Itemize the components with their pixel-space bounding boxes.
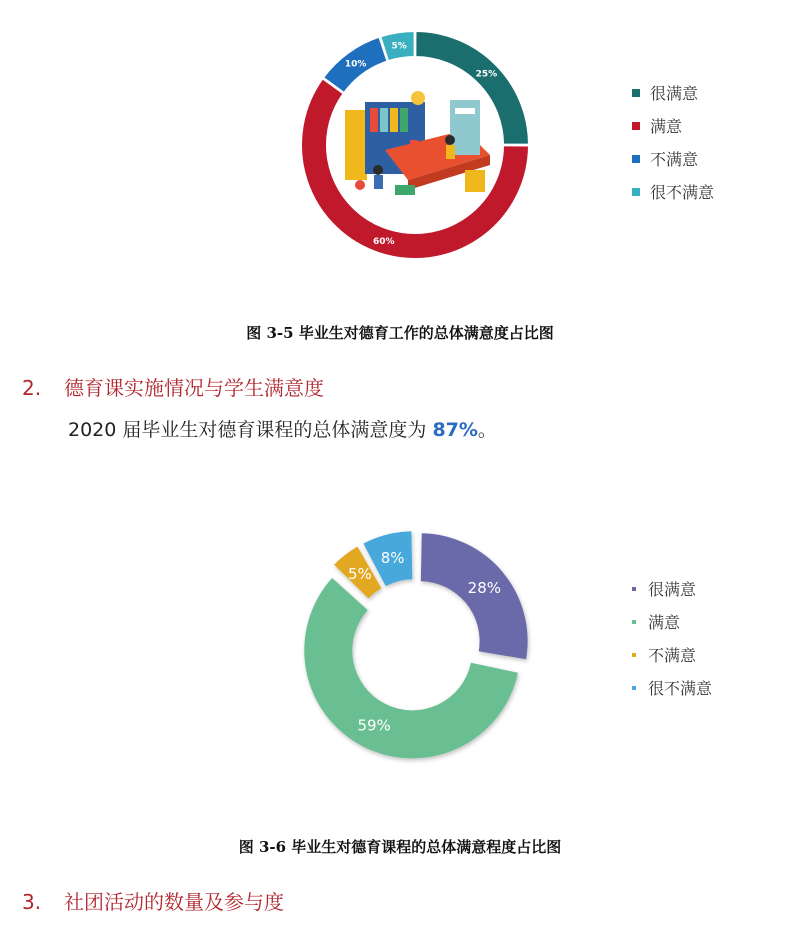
data-label: 5% xyxy=(391,41,407,52)
legend-label: 很不满意 xyxy=(650,183,715,202)
illustration-book xyxy=(390,108,398,132)
legend-chart-2 xyxy=(632,572,712,704)
illustration-book xyxy=(380,108,388,132)
data-label: 8% xyxy=(380,549,405,568)
section-heading-3 xyxy=(22,886,284,915)
illustration-book-stripe xyxy=(455,108,475,114)
illustration-lightbulb xyxy=(411,91,425,105)
paragraph-text: 2020 届毕业生对德育课程的总体满意度为 xyxy=(68,419,433,441)
illustration-book xyxy=(345,110,367,180)
legend-label: 满意 xyxy=(648,613,681,632)
legend-item xyxy=(632,175,714,208)
figure-caption-3-6: 图 3-6 毕业生对德育课程的总体满意程度占比图 xyxy=(238,838,562,856)
legend-label: 很满意 xyxy=(648,580,697,599)
satisfaction-paragraph xyxy=(68,415,497,442)
section-title: 社团活动的数量及参与度 xyxy=(64,890,284,914)
data-label: 10% xyxy=(344,59,367,70)
illustration-book xyxy=(370,108,378,132)
illustration-book xyxy=(395,185,415,195)
legend-label: 不满意 xyxy=(648,646,697,665)
illustration-person-body xyxy=(446,145,455,159)
data-label: 25% xyxy=(475,69,498,80)
legend-item xyxy=(632,605,712,638)
legend-label: 很不满意 xyxy=(648,679,713,698)
illustration-apple xyxy=(355,180,365,190)
legend-label: 不满意 xyxy=(650,150,699,169)
legend-label: 满意 xyxy=(650,117,683,136)
paragraph-end: 。 xyxy=(477,419,497,441)
legend-item xyxy=(632,109,714,142)
data-label: 5% xyxy=(347,565,372,584)
illustration-person-body xyxy=(374,175,383,189)
section-number: 3. xyxy=(22,890,42,914)
figure-caption-3-5: 图 3-5 毕业生对德育工作的总体满意度占比图 xyxy=(246,324,554,342)
books-illustration xyxy=(345,91,490,195)
legend-item xyxy=(632,142,714,175)
illustration-book xyxy=(400,108,408,132)
illustration-person xyxy=(373,165,383,175)
data-label: 28% xyxy=(467,578,502,597)
illustration-person xyxy=(445,135,455,145)
legend-swatch xyxy=(632,620,636,624)
data-label: 59% xyxy=(357,716,391,735)
highlight-percentage: 87% xyxy=(432,419,478,441)
legend-item xyxy=(632,671,712,704)
legend-item xyxy=(632,572,712,605)
legend-swatch xyxy=(632,653,636,657)
section-heading-2 xyxy=(22,372,324,401)
section-number: 2. xyxy=(22,376,42,400)
legend-swatch xyxy=(632,587,636,591)
legend-swatch xyxy=(632,122,640,130)
chart-moral-course-satisfaction xyxy=(290,520,540,770)
section-title: 德育课实施情况与学生满意度 xyxy=(64,376,324,400)
legend-label: 很满意 xyxy=(650,84,699,103)
legend-item xyxy=(632,638,712,671)
chart-moral-work-satisfaction xyxy=(290,20,540,270)
data-label: 60% xyxy=(373,237,395,248)
legend-swatch xyxy=(632,89,640,97)
legend-chart-1 xyxy=(632,76,714,208)
illustration-ladder xyxy=(465,170,485,192)
legend-swatch xyxy=(632,686,636,690)
legend-swatch xyxy=(632,188,640,196)
legend-swatch xyxy=(632,155,640,163)
legend-item xyxy=(632,76,714,109)
